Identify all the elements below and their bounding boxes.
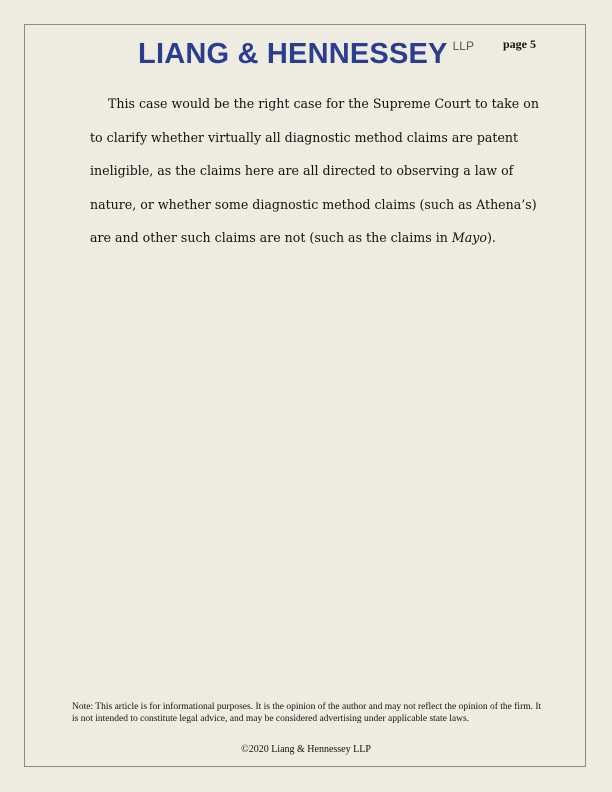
- body-paragraph: [90, 87, 550, 255]
- paragraph-text-end: ).: [486, 230, 496, 245]
- page-number: page 5: [503, 37, 536, 51]
- firm-suffix: LLP: [452, 39, 474, 53]
- copyright-notice: ©2020 Liang & Hennessey LLP: [241, 744, 371, 755]
- body-content: [90, 87, 550, 255]
- disclaimer-note: Note: This article is for informational purposes. It is the opinion of the author and may not reflect the opinion of the firm. It is not intended to constitute legal advice, and may be considered advertising under applicable state laws.: [72, 702, 542, 724]
- firm-name: LIANG & HENNESSEY: [138, 38, 448, 70]
- case-name-italic: Mayo: [451, 230, 487, 245]
- paragraph-text: This case would be the right case for the Supreme Court to take on to clarify whether virtually all diagnostic method claims are patent ineligible, as the claims here are all directed to observing a law of nature, or whether some diagnostic method claims (such as Athena’s) are and other such claims are not (such as the claims in: [90, 96, 539, 245]
